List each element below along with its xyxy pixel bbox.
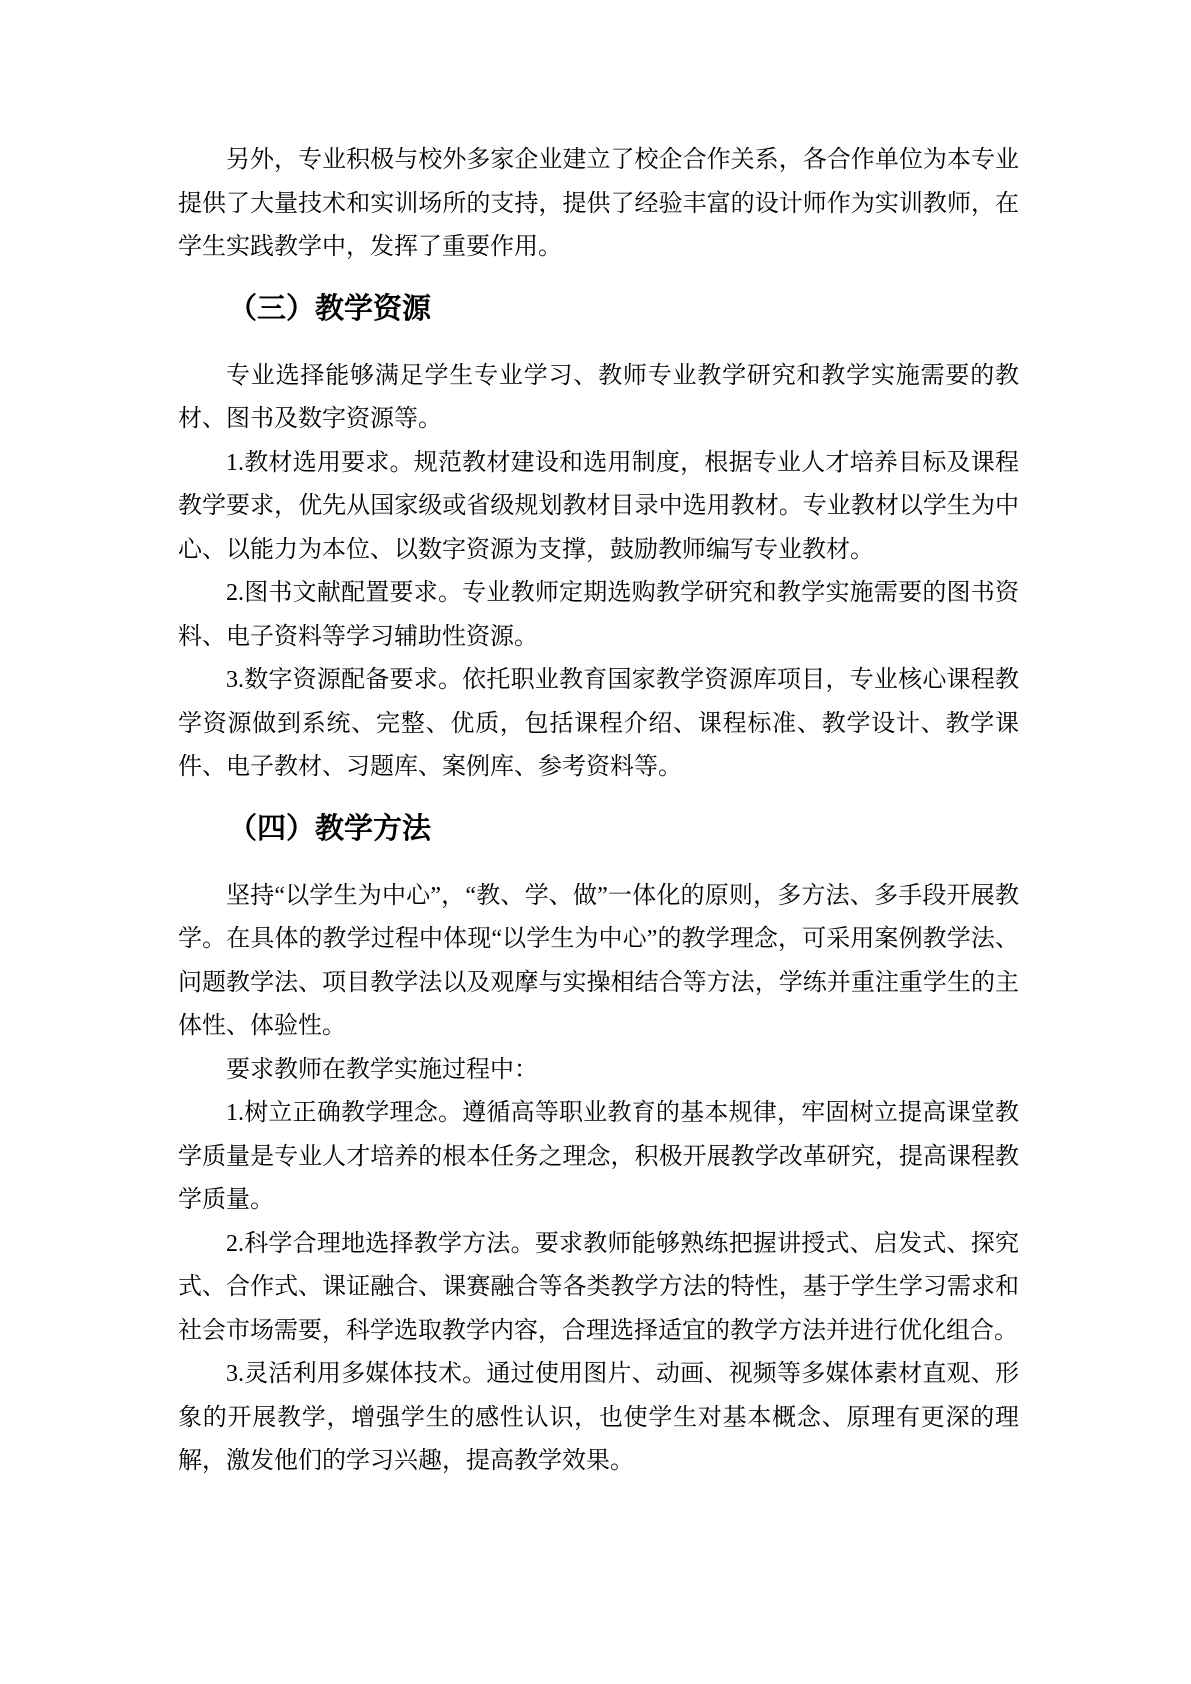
section-heading-teaching-resources: （三）教学资源 xyxy=(228,292,432,325)
paragraph-resources-overview: 专业选择能够满足学生专业学习、教师专业教学研究和教学实施需要的教材、图书及数字资源等。 xyxy=(178,362,1019,432)
paragraph-methods-overview: 坚持“以学生为中心”，“教、学、做”一体化的原则，多方法、多手段开展教学。在具体的教学过程中体现“以学生为中心”的教学理念，可采用案例教学法、问题教学法、项目教学法以及观摩与实操相结合等方法，学练并重注重学生的主体性、体验性。 xyxy=(178,882,1019,1039)
section-heading-teaching-methods: （四）教学方法 xyxy=(228,812,432,845)
paragraph-digital-requirements: 3.数字资源配备要求。依托职业教育国家教学资源库项目，专业核心课程教学资源做到系统、完整、优质，包括课程介绍、课程标准、教学设计、教学课件、电子教材、习题库、案例库、参考资料等。 xyxy=(178,667,1019,780)
paragraph-library-requirements: 2.图书文献配置要求。专业教师定期选购教学研究和教学实施需要的图书资料、电子资料等学习辅助性资源。 xyxy=(178,580,1019,650)
paragraph-textbook-requirements: 1.教材选用要求。规范教材建设和选用制度，根据专业人才培养目标及课程教学要求，优先从国家级或省级规划教材目录中选用教材。专业教材以学生为中心、以能力为本位、以数字资源为支撑，鼓励教师编写专业教材。 xyxy=(178,449,1019,563)
paragraph-teacher-requirements-lead: 要求教师在教学实施过程中： xyxy=(226,1056,538,1083)
paragraph-method-item-3: 3.灵活利用多媒体技术。通过使用图片、动画、视频等多媒体素材直观、形象的开展教学，增强学生的感性认识，也使学生对基本概念、原理有更深的理解，激发他们的学习兴趣，提高教学效果。 xyxy=(178,1361,1019,1474)
paragraph-method-item-1: 1.树立正确教学理念。遵循高等职业教育的基本规律，牢固树立提高课堂教学质量是专业人才培养的根本任务之理念，积极开展教学改革研究，提高课程教学质量。 xyxy=(178,1100,1019,1213)
paragraph-intro: 另外，专业积极与校外多家企业建立了校企合作关系，各合作单位为本专业提供了大量技术和实训场所的支持，提供了经验丰富的设计师作为实训教师，在学生实践教学中，发挥了重要作用。 xyxy=(178,147,1019,260)
paragraph-method-item-2: 2.科学合理地选择教学方法。要求教师能够熟练把握讲授式、启发式、探究式、合作式、课证融合、课赛融合等各类教学方法的特性，基于学生学习需求和社会市场需要，科学选取教学内容，合理选择适宜的教学方法并进行优化组合。 xyxy=(178,1230,1019,1344)
